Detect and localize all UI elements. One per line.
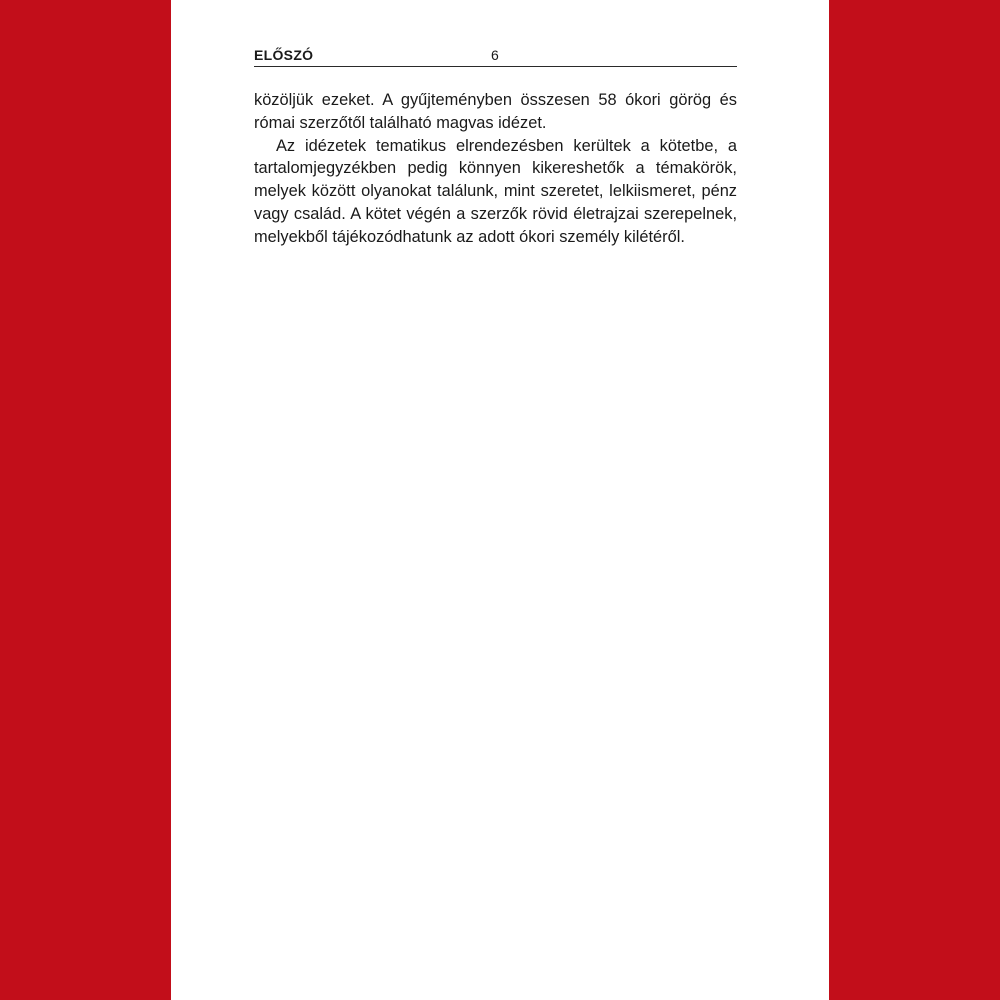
body-text (254, 89, 737, 249)
section-title: ELŐSZÓ (254, 47, 314, 63)
paragraph-1: közöljük ezeket. A gyűjteményben összesen 58 ókori görög és római szerzőtől található magvas idézet. (254, 91, 737, 132)
book-page (171, 0, 829, 1000)
paragraph-2: Az idézetek tematikus elrendezésben kerültek a kötetbe, a tartalomjegyzékben pedig könnyen kikereshetők a témakörök, melyek között olyanokat találunk, mint szeretet, lelkiismeret, pénz vagy család. A kötet végén a szerzők rövid életrajzai szerepelnek, melyekből tájékozódhatunk az adott ókori személy kilétéről. (254, 136, 737, 246)
running-header (254, 46, 737, 67)
page-number: 6 (491, 47, 499, 63)
